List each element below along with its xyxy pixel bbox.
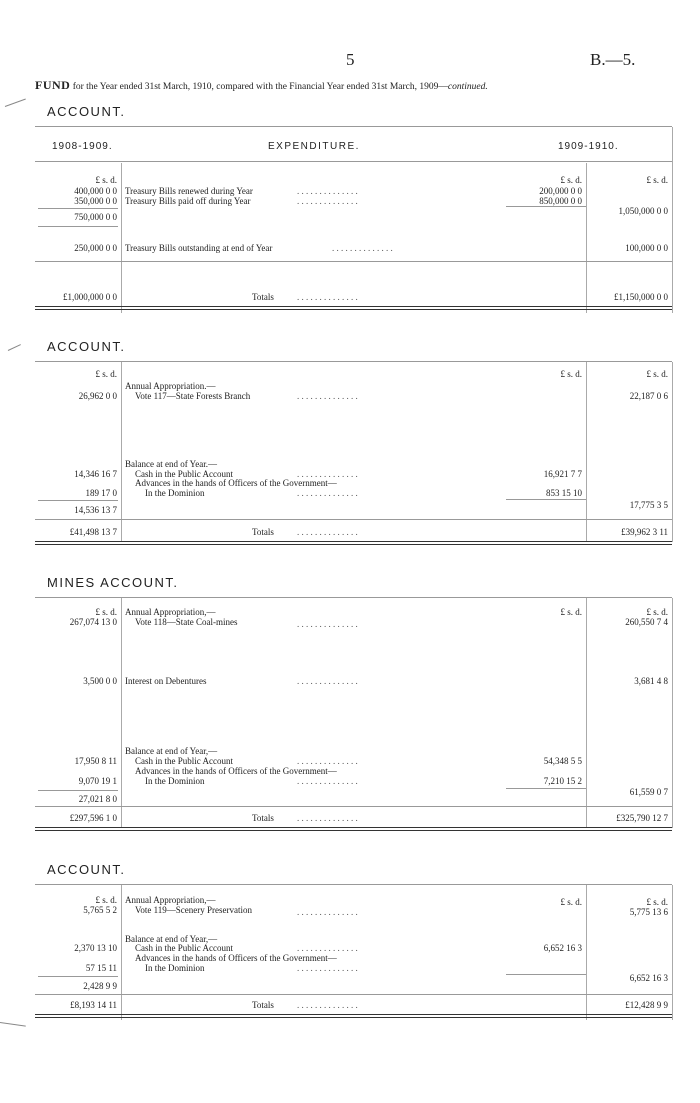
- s3-top-rule: [35, 597, 672, 598]
- s1-sub-rule: [38, 208, 118, 209]
- s2-total-left: £41,498 13 7: [69, 527, 117, 537]
- s2-cash-dots: . . . . . . . . . . . . . .: [297, 469, 358, 479]
- s2-adv-dots: . . . . . . . . . . . . . .: [297, 488, 358, 498]
- margin-mark: [5, 99, 26, 107]
- s3-cash-left: 17,950 8 11: [74, 756, 117, 766]
- s3-int-dots: . . . . . . . . . . . . . .: [297, 676, 358, 686]
- s4-adv-left: 57 15 11: [85, 963, 117, 973]
- s1-units-left: £ s. d.: [95, 175, 117, 185]
- s4-heading: ACCOUNT.: [47, 862, 126, 877]
- s4-r1-dots: . . . . . . . . . . . . . .: [297, 907, 358, 917]
- s2-r1-left: 26,962 0 0: [78, 391, 117, 401]
- s2-mid-rule: [506, 499, 586, 500]
- s1-r3-dots: . . . . . . . . . . . . . .: [332, 243, 393, 253]
- s2-vline-edge: [672, 362, 673, 542]
- s3-int-left: 3,500 0 0: [83, 676, 117, 686]
- s3-cash-mid: 54,348 5 5: [543, 756, 582, 766]
- margin-mark-2: [8, 344, 21, 351]
- s2-cash-mid: 16,921 7 7: [543, 469, 582, 479]
- margin-mark-3: [0, 1022, 26, 1027]
- s3-sub-rule: [38, 790, 118, 791]
- s3-r1-label-a: Annual Appropriation,—: [125, 607, 216, 617]
- s1-units-right: £ s. d.: [646, 175, 668, 185]
- s4-vline-edge: [672, 885, 673, 1020]
- s3-mid-rule: [506, 788, 586, 789]
- s1-r2-left: 350,000 0 0: [74, 196, 117, 206]
- s2-top-rule: [35, 361, 672, 362]
- s1-sub-rule-2: [38, 226, 118, 227]
- s3-vline-left: [121, 598, 122, 828]
- s4-cash-left: 2,370 13 10: [74, 943, 117, 953]
- s2-vline-left: [121, 362, 122, 542]
- s1-r1-dots: . . . . . . . . . . . . . .: [297, 186, 358, 196]
- s2-adv-mid: 853 15 10: [546, 488, 582, 498]
- s4-pre-total-rule: [35, 994, 672, 995]
- s3-sub-left: 27,021 8 0: [78, 794, 117, 804]
- title-continued: continued.: [447, 82, 488, 92]
- s1-r1-label: Treasury Bills renewed during Year: [125, 186, 253, 196]
- s3-bal-label: Balance at end of Year,—: [125, 746, 218, 756]
- title-fund: FUND: [35, 78, 71, 92]
- s2-adv-label-b: In the Dominion: [145, 488, 205, 498]
- s3-adv-label-a: Advances in the hands of Officers of the Government—: [135, 766, 337, 776]
- s3-total-double-rule: [35, 827, 672, 831]
- s1-r2-dots: . . . . . . . . . . . . . .: [297, 196, 358, 206]
- s3-total-label: Totals: [252, 813, 274, 823]
- page-title: [35, 80, 488, 92]
- s4-cash-label: Cash in the Public Account: [135, 943, 233, 953]
- s4-r1-label-a: Annual Appropriation,—: [125, 895, 216, 905]
- s1-mid-rule: [506, 206, 586, 207]
- s4-total-dots: . . . . . . . . . . . . . .: [297, 1000, 358, 1010]
- document-reference: B.—5.: [590, 50, 636, 69]
- s3-cash-label: Cash in the Public Account: [135, 756, 233, 766]
- s2-total-dots: . . . . . . . . . . . . . .: [297, 527, 358, 537]
- s2-cash-left: 14,346 16 7: [74, 469, 117, 479]
- s3-int-label: Interest on Debentures: [125, 676, 207, 686]
- s1-r3-label: Treasury Bills outstanding at end of Year: [125, 243, 273, 253]
- s2-pre-total-rule: [35, 519, 672, 520]
- s2-r1-label-b: Vote 117—State Forests Branch: [135, 391, 251, 401]
- s1-top-rule: [35, 126, 672, 127]
- s4-adv-label-b: In the Dominion: [145, 963, 205, 973]
- s1-r3-right: 100,000 0 0: [625, 243, 668, 253]
- s2-vline-right: [586, 362, 587, 542]
- s3-vline-right: [586, 598, 587, 828]
- s3-r1-right: 260,550 7 4: [625, 617, 668, 627]
- s3-r1-left: 267,074 13 0: [69, 617, 117, 627]
- s3-pre-total-rule: [35, 806, 672, 807]
- s3-units-mid: £ s. d.: [560, 607, 582, 617]
- s1-header-rule: [35, 161, 672, 162]
- s2-bal-label: Balance at end of Year.—: [125, 459, 217, 469]
- s3-cash-dots: . . . . . . . . . . . . . .: [297, 756, 358, 766]
- s2-sub-rule: [38, 500, 118, 501]
- s2-sub-left: 14,536 13 7: [74, 505, 117, 515]
- s1-r2-right: 1,050,000 0 0: [618, 206, 668, 216]
- s4-bal-right: 6,652 16 3: [629, 973, 668, 983]
- s1-heading: ACCOUNT.: [47, 104, 126, 119]
- s3-heading: MINES ACCOUNT.: [47, 575, 179, 590]
- s3-r1-label-b: Vote 118—State Coal-mines: [135, 617, 238, 627]
- s1-r2-mid: 850,000 0 0: [539, 196, 582, 206]
- s1-units-mid: £ s. d.: [560, 175, 582, 185]
- s4-top-rule: [35, 884, 672, 885]
- s3-total-left: £297,596 1 0: [69, 813, 117, 823]
- s3-adv-label-b: In the Dominion: [145, 776, 205, 786]
- s4-r1-label-b: Vote 119—Scenery Preservation: [135, 905, 252, 915]
- s1-r1-left: 400,000 0 0: [74, 186, 117, 196]
- s4-cash-mid: 6,652 16 3: [543, 943, 582, 953]
- s1-r2-label: Treasury Bills paid off during Year: [125, 196, 251, 206]
- s3-units-left: £ s. d.: [95, 607, 117, 617]
- s2-bal-right: 17,775 3 5: [629, 500, 668, 510]
- s1-col-1908: 1908-1909.: [52, 141, 113, 152]
- s1-pre-total-rule: [35, 261, 672, 262]
- s4-cash-dots: . . . . . . . . . . . . . .: [297, 943, 358, 953]
- s1-vline-left: [121, 163, 122, 313]
- s3-adv-dots: . . . . . . . . . . . . . .: [297, 776, 358, 786]
- s4-r1-left: 5,765 5 2: [83, 905, 117, 915]
- s4-adv-label-a: Advances in the hands of Officers of the Government—: [135, 953, 337, 963]
- s2-total-double-rule: [35, 541, 672, 545]
- s2-r1-dots: . . . . . . . . . . . . . .: [297, 391, 358, 401]
- s4-total-right: £12,428 9 9: [625, 1000, 668, 1010]
- s2-adv-label-a: Advances in the hands of Officers of the Government—: [135, 478, 337, 488]
- s4-bal-label: Balance at end of Year,—: [125, 934, 218, 944]
- s4-units-mid: £ s. d.: [560, 897, 582, 907]
- s3-units-right: £ s. d.: [646, 607, 668, 617]
- page-number: 5: [346, 50, 355, 69]
- s4-mid-rule: [506, 974, 586, 975]
- s1-col-1910: 1909-1910.: [558, 141, 619, 152]
- s3-vline-edge: [672, 598, 673, 828]
- s1-sub-left: 750,000 0 0: [74, 212, 117, 222]
- s3-int-right: 3,681 4 8: [634, 676, 668, 686]
- s3-total-dots: . . . . . . . . . . . . . .: [297, 813, 358, 823]
- s4-units-left: £ s. d.: [95, 895, 117, 905]
- s1-r1-mid: 200,000 0 0: [539, 186, 582, 196]
- s2-cash-label: Cash in the Public Account: [135, 469, 233, 479]
- s4-units-right: £ s. d.: [646, 897, 668, 907]
- s4-total-double-rule: [35, 1014, 672, 1018]
- s3-bal-right: 61,559 0 7: [629, 787, 668, 797]
- s4-adv-dots: . . . . . . . . . . . . . .: [297, 963, 358, 973]
- s1-col-expenditure: EXPENDITURE.: [268, 141, 360, 152]
- s3-total-right: £325,790 12 7: [616, 813, 668, 823]
- s2-units-right: £ s. d.: [646, 369, 668, 379]
- s1-total-label: Totals: [252, 292, 274, 302]
- s4-vline-left: [121, 885, 122, 1020]
- s2-units-mid: £ s. d.: [560, 369, 582, 379]
- s1-total-left: £1,000,000 0 0: [63, 292, 117, 302]
- s4-r1-right: 5,775 13 6: [629, 907, 668, 917]
- s2-total-label: Totals: [252, 527, 274, 537]
- s2-units-left: £ s. d.: [95, 369, 117, 379]
- s1-total-dots: . . . . . . . . . . . . . .: [297, 292, 358, 302]
- s2-heading: ACCOUNT.: [47, 339, 126, 354]
- s1-vline-edge: [672, 127, 673, 313]
- s4-total-label: Totals: [252, 1000, 274, 1010]
- s2-adv-left: 189 17 0: [85, 488, 117, 498]
- s1-total-double-rule: [35, 306, 672, 310]
- s3-adv-left: 9,070 19 1: [78, 776, 117, 786]
- title-text: for the Year ended 31st March, 1910, compared with the Financial Year ended 31st March, 1909—: [72, 82, 448, 92]
- s1-vline-right: [586, 163, 587, 313]
- s3-r1-dots: . . . . . . . . . . . . . .: [297, 619, 358, 629]
- s4-total-left: £8,193 14 11: [70, 1000, 117, 1010]
- s1-r3-left: 250,000 0 0: [74, 243, 117, 253]
- s3-adv-mid: 7,210 15 2: [543, 776, 582, 786]
- s4-sub-rule: [38, 976, 118, 977]
- s2-r1-right: 22,187 0 6: [629, 391, 668, 401]
- s2-total-right: £39,962 3 11: [621, 527, 668, 537]
- s2-r1-label-a: Annual Appropriation.—: [125, 381, 216, 391]
- s1-total-right: £1,150,000 0 0: [614, 292, 668, 302]
- s4-sub-left: 2,428 9 9: [83, 981, 117, 991]
